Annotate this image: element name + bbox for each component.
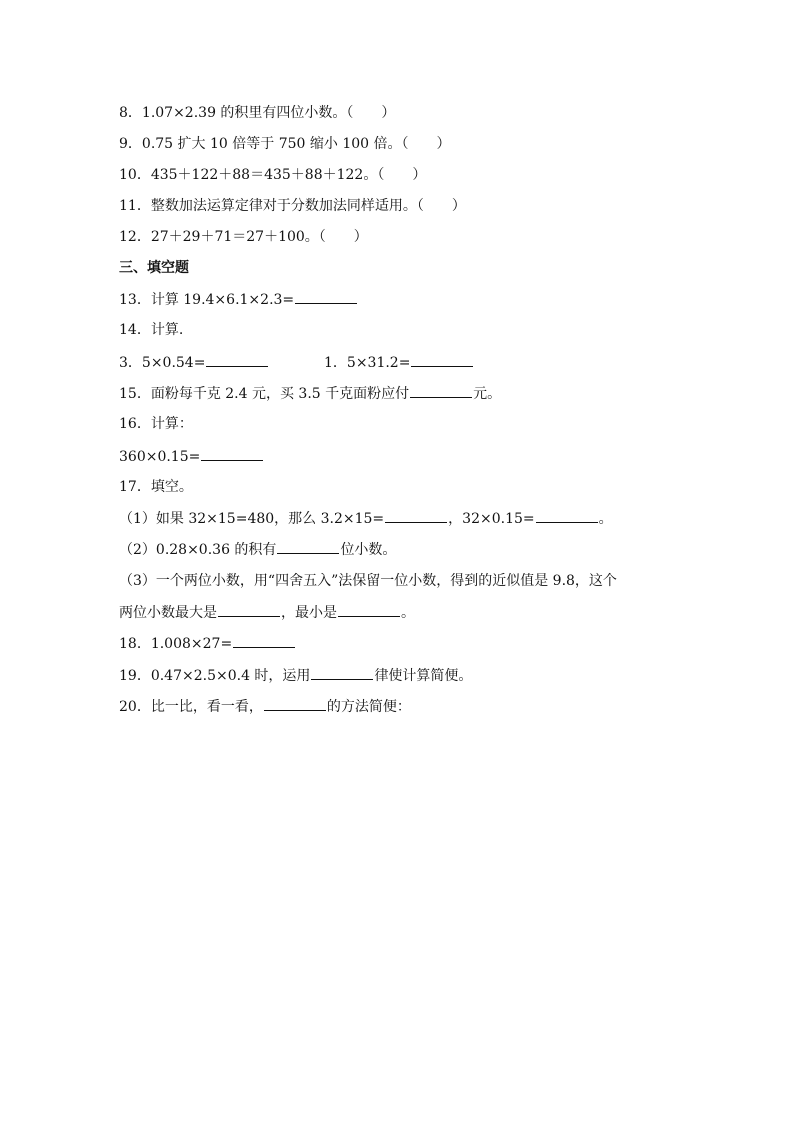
question-20-text: 20．比一比，看一看， — [119, 699, 263, 715]
answer-blank[interactable] — [264, 697, 326, 711]
question-17-3-line2 — [119, 603, 415, 622]
answer-blank[interactable] — [295, 290, 357, 304]
question-17-2-suffix: 位小数。 — [340, 542, 397, 558]
question-17-1-mid: ，32×0.15= — [448, 511, 535, 527]
question-16a-text: 360×0.15= — [119, 449, 201, 465]
question-16: 16．计算： — [119, 416, 193, 432]
answer-blank[interactable] — [233, 634, 295, 648]
question-15-text: 15．面粉每千克 2.4 元，买 3.5 千克面粉应付 — [119, 386, 410, 402]
question-14a-text: 3．5×0.54= — [119, 355, 206, 371]
answer-blank[interactable] — [277, 540, 339, 554]
question-17-2-text: （2）0.28×0.36 的积有 — [119, 542, 277, 558]
question-16a — [119, 447, 264, 466]
question-13 — [119, 290, 358, 309]
question-18-text: 18．1.008×27= — [119, 636, 233, 652]
question-8: 8．1.07×2.39 的积里有四位小数。（ ） — [119, 105, 396, 121]
question-13-text: 13．计算 19.4×6.1×2.3= — [119, 292, 295, 308]
answer-blank[interactable] — [536, 509, 598, 523]
question-12: 12．27＋29＋71＝27＋100。（ ） — [119, 229, 368, 245]
question-17: 17．填空。 — [119, 479, 193, 495]
question-17-1-suffix: 。 — [598, 511, 613, 527]
question-17-1-text: （1）如果 32×15=480，那么 3.2×15= — [119, 511, 385, 527]
question-19 — [119, 666, 472, 685]
question-15-suffix: 元。 — [473, 386, 502, 402]
question-10: 10．435＋122＋88＝435＋88＋122。（ ） — [119, 167, 427, 183]
question-9: 9．0.75 扩大 10 倍等于 750 缩小 100 倍。（ ） — [119, 136, 451, 152]
section-title-fill-in: 三、填空题 — [119, 260, 189, 276]
question-18 — [119, 634, 296, 653]
question-14a — [119, 353, 269, 372]
question-17-2 — [119, 540, 396, 559]
question-17-3-mid: ，最小是 — [281, 605, 337, 621]
question-17-3-line1: （3）一个两位小数，用“四舍五入”法保留一位小数，得到的近似值是 9.8，这个 — [119, 573, 617, 589]
answer-blank[interactable] — [218, 603, 280, 617]
question-17-3-text: 两位小数最大是 — [119, 605, 217, 621]
answer-blank[interactable] — [338, 603, 400, 617]
question-17-3-suffix: 。 — [401, 605, 415, 621]
question-20-suffix: 的方法简便： — [326, 699, 411, 715]
question-20 — [119, 697, 411, 716]
question-19-suffix: 律使计算简便。 — [374, 668, 473, 684]
answer-blank[interactable] — [411, 353, 473, 367]
question-14b — [324, 353, 474, 372]
answer-blank[interactable] — [311, 666, 373, 680]
question-19-text: 19．0.47×2.5×0.4 时，运用 — [119, 668, 311, 684]
question-14b-text: 1．5×31.2= — [324, 355, 411, 371]
question-15 — [119, 384, 501, 403]
question-11: 11．整数加法运算定律对于分数加法同样适用。（ ） — [119, 198, 466, 214]
answer-blank[interactable] — [206, 353, 268, 367]
question-17-1 — [119, 509, 613, 528]
answer-blank[interactable] — [410, 384, 472, 398]
answer-blank[interactable] — [201, 447, 263, 461]
question-14: 14．计算. — [119, 322, 184, 338]
answer-blank[interactable] — [385, 509, 447, 523]
